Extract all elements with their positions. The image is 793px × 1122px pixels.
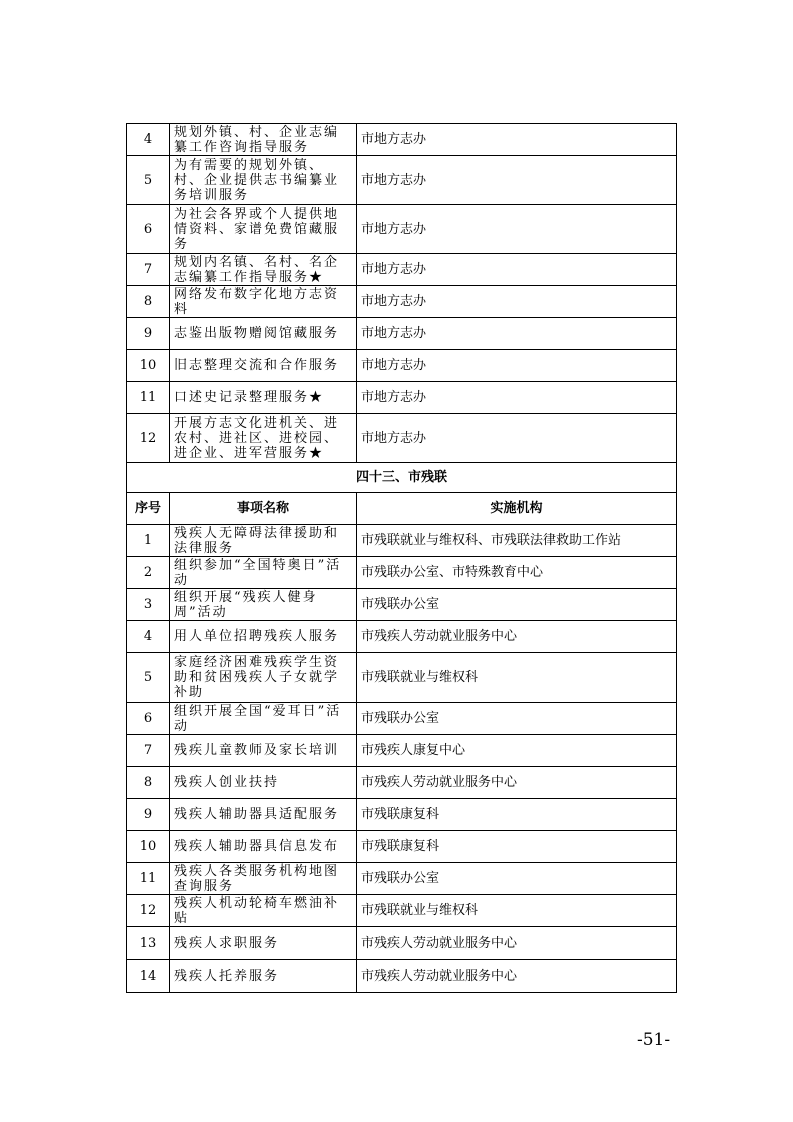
row-number: 12 [127,895,170,927]
implementing-agency: 市地方志办 [357,350,677,382]
section-title: 四十三、市残联 [127,463,677,493]
implementing-agency: 市残疾人康复中心 [357,735,677,767]
row-number: 5 [127,156,170,205]
item-name: 规划外镇、村、企业志编纂工作咨询指导服务 [170,124,357,156]
implementing-agency: 市残联办公室 [357,703,677,735]
item-name: 组织开展全国“爱耳日”活动 [170,703,357,735]
row-number: 3 [127,589,170,621]
item-name: 家庭经济困难残疾学生资助和贫困残疾人子女就学补助 [170,653,357,703]
table-row [127,254,677,286]
table-row [127,863,677,895]
item-name: 组织参加“全国特奥日”活动 [170,557,357,589]
implementing-agency: 市残疾人劳动就业服务中心 [357,621,677,653]
table-row [127,350,677,382]
item-name: 志鉴出版物赠阅馆藏服务 [170,318,357,350]
table-row [127,927,677,960]
table-row [127,414,677,463]
implementing-agency: 市残联就业与维权科、市残联法律救助工作站 [357,525,677,557]
item-name: 为社会各界或个人提供地情资料、家谱免费馆藏服务 [170,205,357,254]
table-row [127,286,677,318]
item-name: 网络发布数字化地方志资料 [170,286,357,318]
implementing-agency: 市残联办公室、市特殊教育中心 [357,557,677,589]
item-name: 残疾人各类服务机构地图查询服务 [170,863,357,895]
row-number: 10 [127,350,170,382]
service-table [126,123,677,993]
row-number: 4 [127,621,170,653]
header-row [127,493,677,525]
implementing-agency: 市地方志办 [357,205,677,254]
page-number: -51- [637,1030,671,1050]
table-row [127,831,677,863]
table-row [127,156,677,205]
item-name: 残疾儿童教师及家长培训 [170,735,357,767]
implementing-agency: 市地方志办 [357,382,677,414]
implementing-agency: 市残联就业与维权科 [357,895,677,927]
item-name: 残疾人辅助器具信息发布 [170,831,357,863]
item-name: 规划内名镇、名村、名企志编纂工作指导服务★ [170,254,357,286]
row-number: 6 [127,703,170,735]
item-name: 组织开展“残疾人健身周”活动 [170,589,357,621]
table-row [127,960,677,993]
table-row [127,205,677,254]
row-number: 14 [127,960,170,993]
implementing-agency: 市地方志办 [357,254,677,286]
table-row [127,735,677,767]
row-number: 11 [127,863,170,895]
table-row [127,124,677,156]
row-number: 12 [127,414,170,463]
table-row [127,557,677,589]
row-number: 8 [127,286,170,318]
row-number: 9 [127,318,170,350]
implementing-agency: 市地方志办 [357,156,677,205]
row-number: 9 [127,799,170,831]
table-row [127,653,677,703]
row-number: 4 [127,124,170,156]
row-number: 8 [127,767,170,799]
table-row [127,525,677,557]
item-name: 残疾人机动轮椅车燃油补贴 [170,895,357,927]
implementing-agency: 市残联办公室 [357,589,677,621]
section-title-row [127,463,677,493]
implementing-agency: 市残联就业与维权科 [357,653,677,703]
implementing-agency: 市残联康复科 [357,799,677,831]
item-name: 残疾人辅助器具适配服务 [170,799,357,831]
implementing-agency: 市地方志办 [357,286,677,318]
table-row [127,799,677,831]
implementing-agency: 市地方志办 [357,318,677,350]
implementing-agency: 市地方志办 [357,124,677,156]
item-name: 用人单位招聘残疾人服务 [170,621,357,653]
item-name: 残疾人求职服务 [170,927,357,960]
row-number: 1 [127,525,170,557]
row-number: 2 [127,557,170,589]
row-number: 7 [127,735,170,767]
item-name: 口述史记录整理服务★ [170,382,357,414]
item-name: 残疾人托养服务 [170,960,357,993]
implementing-agency: 市残联康复科 [357,831,677,863]
table-row [127,703,677,735]
implementing-agency: 市残联办公室 [357,863,677,895]
row-number: 6 [127,205,170,254]
row-number: 11 [127,382,170,414]
implementing-agency: 市残疾人劳动就业服务中心 [357,767,677,799]
item-name: 残疾人创业扶持 [170,767,357,799]
item-name: 旧志整理交流和合作服务 [170,350,357,382]
row-number: 10 [127,831,170,863]
implementing-agency: 市残疾人劳动就业服务中心 [357,960,677,993]
table-row [127,318,677,350]
item-name: 残疾人无障碍法律援助和法律服务 [170,525,357,557]
table-row [127,621,677,653]
item-name: 为有需要的规划外镇、村、企业提供志书编纂业务培训服务 [170,156,357,205]
header-number: 序号 [127,493,170,525]
table-row [127,767,677,799]
row-number: 5 [127,653,170,703]
row-number: 13 [127,927,170,960]
table-row [127,589,677,621]
implementing-agency: 市残疾人劳动就业服务中心 [357,927,677,960]
row-number: 7 [127,254,170,286]
table-row [127,382,677,414]
implementing-agency: 市地方志办 [357,414,677,463]
header-item-name: 事项名称 [170,493,357,525]
item-name: 开展方志文化进机关、进农村、进社区、进校园、进企业、进军营服务★ [170,414,357,463]
table-row [127,895,677,927]
header-agency: 实施机构 [357,493,677,525]
